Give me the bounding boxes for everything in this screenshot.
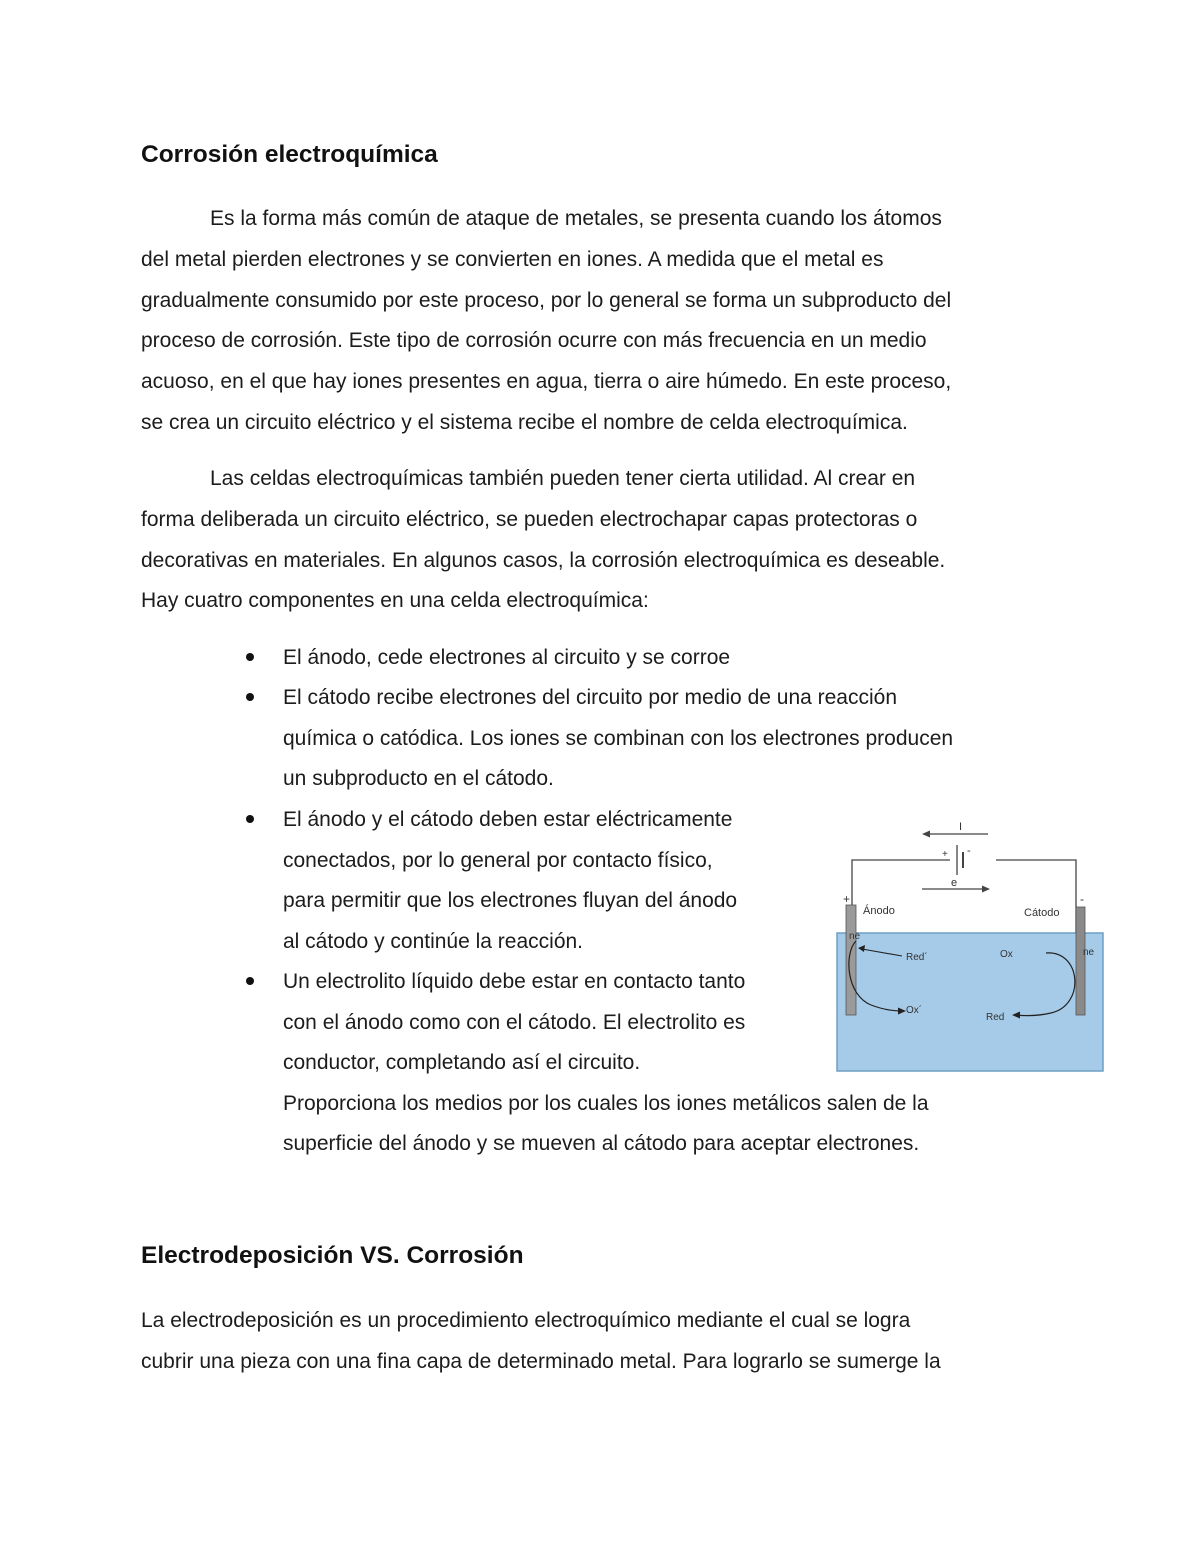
red-label: Red (986, 1012, 1005, 1023)
current-arrow-head (922, 831, 930, 838)
paragraph-line: Hay cuatro componentes en una celda electroquímica: (141, 589, 649, 613)
anode-label: Ánodo (863, 905, 895, 917)
electrochemical-cell-diagram (836, 815, 1104, 1073)
section-title-corrosion: Corrosión electroquímica (141, 141, 438, 168)
cathode-sign: - (1080, 892, 1084, 906)
battery-minus-label: - (967, 845, 971, 857)
bullet-dot (246, 693, 254, 701)
cathode-ne-label: ne (1083, 947, 1095, 958)
paragraph-line: Las celdas electroquímicas también pueden tener cierta utilidad. Al crear en (210, 467, 916, 490)
list-item-line: El ánodo y el cátodo deben estar eléctricamente (283, 808, 733, 831)
list-item-line: un subproducto en el cátodo. (283, 767, 554, 791)
cathode-label: Cátodo (1024, 907, 1060, 919)
paragraph-line: gradualmente consumido por este proceso, por lo general se forma un subproducto del (141, 288, 952, 312)
electron-arrow-head (982, 886, 990, 893)
electrolyte-bath (837, 933, 1103, 1071)
list-item-line: Proporciona los medios por los cuales los iones metálicos salen de la (283, 1091, 929, 1115)
anode-sign: + (843, 892, 851, 906)
list-item-line: El cátodo recibe electrones del circuito por medio de una reacción (283, 686, 898, 709)
paragraph-line: acuoso, en el que hay iones presentes en agua, tierra o aire húmedo. En este proceso, (141, 370, 952, 394)
ox-prime-label: Ox´ (906, 1005, 923, 1016)
anode-ne-label: ne (849, 931, 861, 942)
anode-electrode (846, 905, 856, 1015)
current-label: I (959, 821, 963, 833)
list-item-line: El ánodo, cede electrones al circuito y se corroe (283, 646, 731, 669)
cathode-electrode (1076, 907, 1085, 1015)
list-item-line: al cátodo y continúe la reacción. (283, 929, 584, 953)
paragraph-line: se crea un circuito eléctrico y el sistema recibe el nombre de celda electroquímica. (141, 411, 908, 434)
red-prime-label: Red´ (906, 952, 928, 963)
paragraph-line: del metal pierden electrones y se convierten en iones. A medida que el metal es (141, 247, 884, 271)
list-item-line: Un electrolito líquido debe estar en contacto tanto (283, 970, 746, 993)
battery-plus-label: + (942, 849, 948, 860)
list-item-line: con el ánodo como con el cátodo. El electrolito es (283, 1010, 746, 1034)
electron-label: e (951, 877, 958, 889)
list-item-line: conectados, por lo general por contacto físico, (283, 848, 713, 872)
paragraph-line: proceso de corrosión. Este tipo de corrosión ocurre con más frecuencia en un medio (141, 329, 927, 353)
list-item-line: para permitir que los electrones fluyan del ánodo (283, 889, 738, 913)
paragraph-line: cubrir una pieza con una fina capa de determinado metal. Para lograrlo se sumerge la (141, 1349, 941, 1373)
bullet-dot (246, 815, 254, 823)
paragraph-line: forma deliberada un circuito eléctrico, se pueden electrochapar capas protectoras o (141, 507, 918, 531)
bullet-dot (246, 977, 254, 985)
bullet-dot (246, 653, 254, 661)
list-item-line: conductor, completando así el circuito. (283, 1051, 641, 1075)
ox-label: Ox (1000, 949, 1013, 960)
paragraph-line: decorativas en materiales. En algunos casos, la corrosión electroquímica es deseable. (141, 548, 946, 572)
section-title-electrodeposition: Electrodeposición VS. Corrosión (141, 1242, 524, 1269)
list-item-line: superficie del ánodo y se mueven al cátodo para aceptar electrones. (283, 1132, 920, 1156)
paragraph-line: Es la forma más común de ataque de metales, se presenta cuando los átomos (210, 207, 942, 230)
paragraph-line: La electrodeposición es un procedimiento electroquímico mediante el cual se logra (141, 1309, 911, 1332)
list-item-line: química o catódica. Los iones se combinan con los electrones producen (283, 726, 954, 750)
